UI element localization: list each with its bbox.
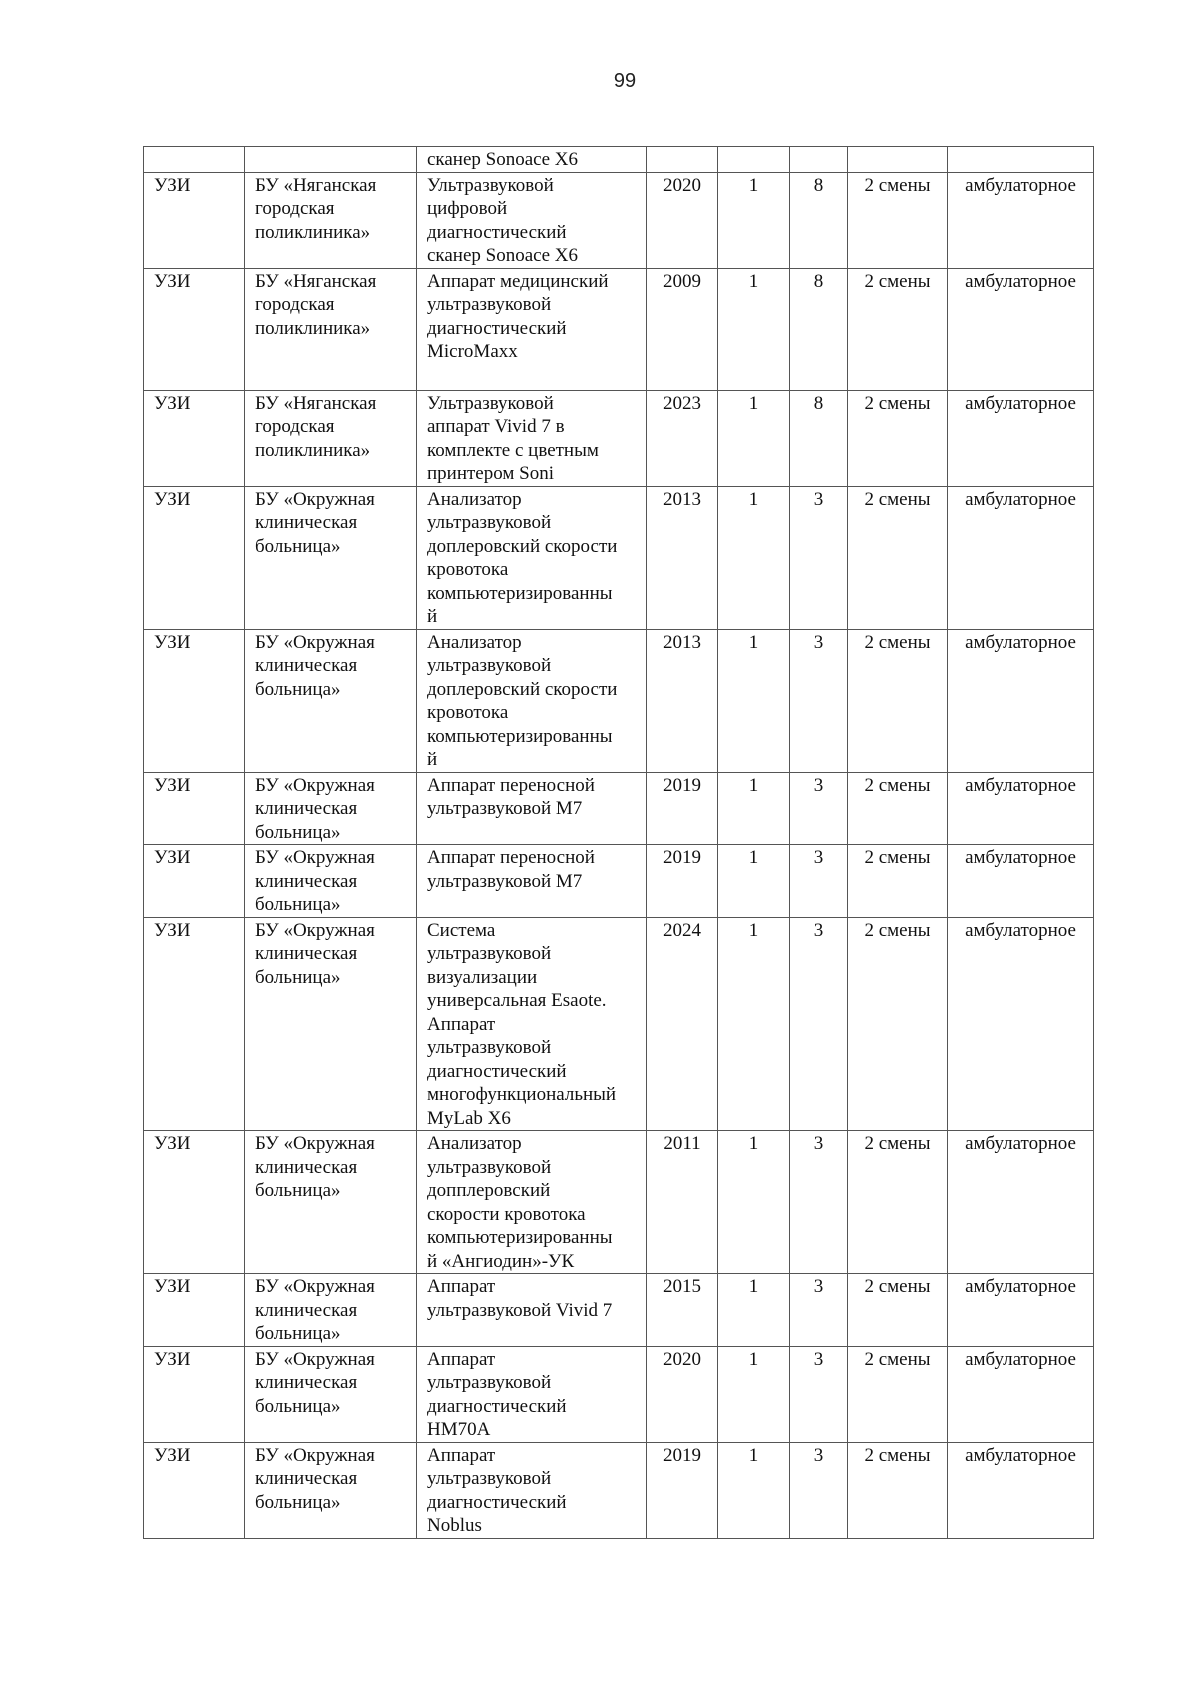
cell-equipment: Аппарат медицинский ультразвуковой диагностический MicroMaxx bbox=[417, 268, 647, 390]
cell-mode: амбулаторное bbox=[948, 772, 1094, 845]
cell-mode: амбулаторное bbox=[948, 1131, 1094, 1274]
cell-type: УЗИ bbox=[144, 172, 245, 268]
cell-org: БУ «Окружная клиническая больница» bbox=[245, 772, 417, 845]
cell-qty: 1 bbox=[718, 629, 790, 772]
cell-org: БУ «Окружная клиническая больница» bbox=[245, 1274, 417, 1347]
table-row bbox=[144, 1274, 1094, 1347]
cell-hours: 3 bbox=[790, 1346, 848, 1442]
cell-shifts: 2 смены bbox=[848, 1442, 948, 1538]
cell-hours: 3 bbox=[790, 1131, 848, 1274]
table-row bbox=[144, 172, 1094, 268]
cell-hours: 8 bbox=[790, 268, 848, 390]
cell-year: 2019 bbox=[647, 845, 718, 918]
cell-org bbox=[245, 147, 417, 173]
cell-hours: 3 bbox=[790, 772, 848, 845]
cell-qty: 1 bbox=[718, 268, 790, 390]
cell-year: 2013 bbox=[647, 629, 718, 772]
cell-year bbox=[647, 147, 718, 173]
cell-type: УЗИ bbox=[144, 390, 245, 486]
cell-equipment: Анализатор ультразвуковой допплеровский скорости кровотока компьютеризированны й «Ангиодин»-УК bbox=[417, 1131, 647, 1274]
cell-equipment: Ультразвуковой аппарат Vivid 7 в комплекте с цветным принтером Soni bbox=[417, 390, 647, 486]
cell-hours: 3 bbox=[790, 1274, 848, 1347]
cell-shifts: 2 смены bbox=[848, 1131, 948, 1274]
cell-equipment: сканер Sonoace X6 bbox=[417, 147, 647, 173]
cell-org: БУ «Окружная клиническая больница» bbox=[245, 629, 417, 772]
cell-org: БУ «Окружная клиническая больница» bbox=[245, 917, 417, 1131]
cell-equipment: Аппарат ультразвуковой диагностический Noblus bbox=[417, 1442, 647, 1538]
cell-mode: амбулаторное bbox=[948, 268, 1094, 390]
cell-type: УЗИ bbox=[144, 772, 245, 845]
cell-mode: амбулаторное bbox=[948, 629, 1094, 772]
table-row bbox=[144, 917, 1094, 1131]
cell-org: БУ «Няганская городская поликлиника» bbox=[245, 390, 417, 486]
cell-qty: 1 bbox=[718, 1274, 790, 1347]
cell-shifts: 2 смены bbox=[848, 268, 948, 390]
cell-hours: 3 bbox=[790, 1442, 848, 1538]
cell-hours bbox=[790, 147, 848, 173]
cell-org: БУ «Окружная клиническая больница» bbox=[245, 845, 417, 918]
cell-qty: 1 bbox=[718, 1131, 790, 1274]
cell-equipment: Аппарат переносной ультразвуковой M7 bbox=[417, 772, 647, 845]
table-row bbox=[144, 268, 1094, 390]
cell-hours: 3 bbox=[790, 917, 848, 1131]
table-body bbox=[144, 147, 1094, 1539]
cell-hours: 3 bbox=[790, 486, 848, 629]
cell-qty: 1 bbox=[718, 486, 790, 629]
cell-mode: амбулаторное bbox=[948, 1442, 1094, 1538]
cell-equipment: Система ультразвуковой визуализации универсальная Esaote. Аппарат ультразвуковой диагностический многофункциональный MyLab X6 bbox=[417, 917, 647, 1131]
cell-year: 2019 bbox=[647, 1442, 718, 1538]
cell-type: УЗИ bbox=[144, 1131, 245, 1274]
table-row bbox=[144, 390, 1094, 486]
cell-year: 2013 bbox=[647, 486, 718, 629]
cell-type: УЗИ bbox=[144, 917, 245, 1131]
cell-type: УЗИ bbox=[144, 268, 245, 390]
cell-qty: 1 bbox=[718, 172, 790, 268]
cell-hours: 3 bbox=[790, 629, 848, 772]
cell-year: 2011 bbox=[647, 1131, 718, 1274]
cell-mode: амбулаторное bbox=[948, 1346, 1094, 1442]
cell-type: УЗИ bbox=[144, 1442, 245, 1538]
cell-year: 2020 bbox=[647, 172, 718, 268]
cell-equipment: Аппарат ультразвуковой диагностический HM70A bbox=[417, 1346, 647, 1442]
table-row bbox=[144, 772, 1094, 845]
cell-qty bbox=[718, 147, 790, 173]
cell-type: УЗИ bbox=[144, 486, 245, 629]
cell-year: 2019 bbox=[647, 772, 718, 845]
cell-org: БУ «Окружная клиническая больница» bbox=[245, 1442, 417, 1538]
cell-year: 2020 bbox=[647, 1346, 718, 1442]
cell-shifts: 2 смены bbox=[848, 486, 948, 629]
cell-qty: 1 bbox=[718, 772, 790, 845]
cell-mode: амбулаторное bbox=[948, 390, 1094, 486]
cell-shifts: 2 смены bbox=[848, 845, 948, 918]
cell-qty: 1 bbox=[718, 917, 790, 1131]
page-number: 99 bbox=[613, 70, 637, 92]
cell-equipment: Аппарат переносной ультразвуковой M7 bbox=[417, 845, 647, 918]
cell-mode: амбулаторное bbox=[948, 917, 1094, 1131]
cell-org: БУ «Няганская городская поликлиника» bbox=[245, 268, 417, 390]
cell-shifts: 2 смены bbox=[848, 1346, 948, 1442]
cell-hours: 3 bbox=[790, 845, 848, 918]
cell-hours: 8 bbox=[790, 390, 848, 486]
cell-shifts: 2 смены bbox=[848, 390, 948, 486]
cell-equipment: Анализатор ультразвуковой доплеровский скорости кровотока компьютеризированны й bbox=[417, 629, 647, 772]
cell-org: БУ «Окружная клиническая больница» bbox=[245, 486, 417, 629]
cell-year: 2015 bbox=[647, 1274, 718, 1347]
cell-mode: амбулаторное bbox=[948, 486, 1094, 629]
cell-qty: 1 bbox=[718, 845, 790, 918]
table-row bbox=[144, 1131, 1094, 1274]
cell-shifts: 2 смены bbox=[848, 629, 948, 772]
cell-mode: амбулаторное bbox=[948, 172, 1094, 268]
cell-org: БУ «Няганская городская поликлиника» bbox=[245, 172, 417, 268]
cell-type bbox=[144, 147, 245, 173]
cell-shifts bbox=[848, 147, 948, 173]
cell-type: УЗИ bbox=[144, 845, 245, 918]
cell-year: 2024 bbox=[647, 917, 718, 1131]
cell-equipment: Аппарат ультразвуковой Vivid 7 bbox=[417, 1274, 647, 1347]
table-row bbox=[144, 629, 1094, 772]
cell-mode: амбулаторное bbox=[948, 1274, 1094, 1347]
table-row-continuation bbox=[144, 147, 1094, 173]
table-row bbox=[144, 1442, 1094, 1538]
equipment-table bbox=[143, 146, 1094, 1539]
cell-year: 2023 bbox=[647, 390, 718, 486]
cell-type: УЗИ bbox=[144, 629, 245, 772]
cell-shifts: 2 смены bbox=[848, 172, 948, 268]
cell-mode bbox=[948, 147, 1094, 173]
cell-qty: 1 bbox=[718, 1346, 790, 1442]
cell-org: БУ «Окружная клиническая больница» bbox=[245, 1346, 417, 1442]
table-row bbox=[144, 845, 1094, 918]
cell-shifts: 2 смены bbox=[848, 1274, 948, 1347]
cell-equipment: Ультразвуковой цифровой диагностический сканер Sonoace X6 bbox=[417, 172, 647, 268]
cell-type: УЗИ bbox=[144, 1274, 245, 1347]
cell-type: УЗИ bbox=[144, 1346, 245, 1442]
table-row bbox=[144, 1346, 1094, 1442]
cell-hours: 8 bbox=[790, 172, 848, 268]
cell-mode: амбулаторное bbox=[948, 845, 1094, 918]
cell-qty: 1 bbox=[718, 390, 790, 486]
cell-shifts: 2 смены bbox=[848, 772, 948, 845]
table-row bbox=[144, 486, 1094, 629]
cell-equipment: Анализатор ультразвуковой доплеровский скорости кровотока компьютеризированны й bbox=[417, 486, 647, 629]
cell-qty: 1 bbox=[718, 1442, 790, 1538]
cell-year: 2009 bbox=[647, 268, 718, 390]
cell-shifts: 2 смены bbox=[848, 917, 948, 1131]
cell-org: БУ «Окружная клиническая больница» bbox=[245, 1131, 417, 1274]
